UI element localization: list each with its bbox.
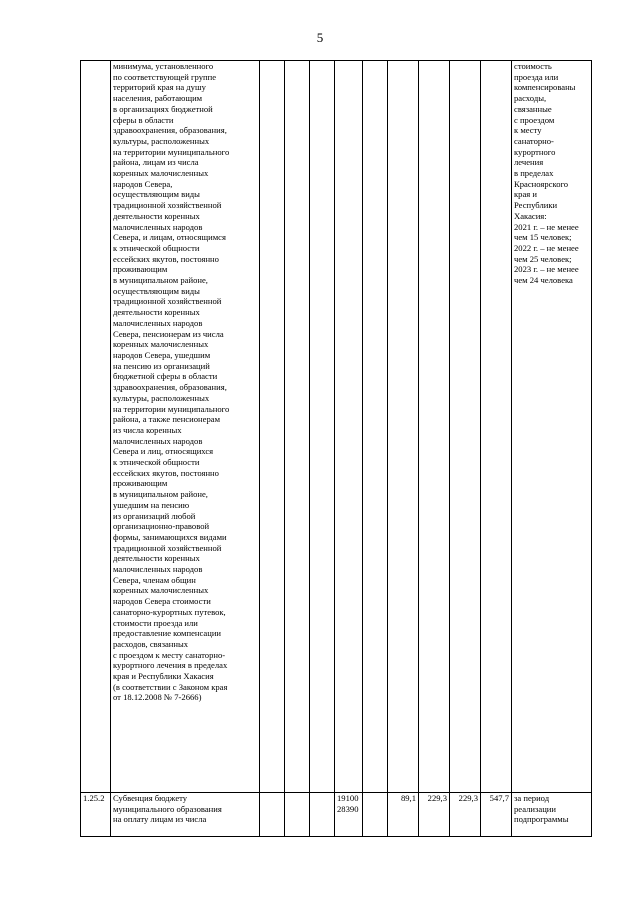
description-line: Севера, пенсионерам из числа xyxy=(113,328,224,339)
note-line: с проездом xyxy=(514,114,555,125)
description-line: ессейских якутов, постоянно xyxy=(113,253,219,264)
description-line: культуры, расположенных xyxy=(113,135,210,146)
description-line: деятельности коренных xyxy=(113,307,200,318)
description-line: деятельности коренных xyxy=(113,210,200,221)
description-line: организационно-правовой xyxy=(113,521,210,532)
cell-note xyxy=(512,61,592,793)
cell-empty xyxy=(285,61,310,793)
description-line: народов Севера стоимости xyxy=(113,596,211,607)
cell-description xyxy=(111,61,260,793)
cell-value xyxy=(388,61,419,793)
description-line: здравоохранения, образования, xyxy=(113,382,227,393)
description-line: коренных малочисленных xyxy=(113,168,209,179)
note-line: связанные xyxy=(514,103,552,114)
description-line: на территории муниципального xyxy=(113,146,230,157)
code-line: 28390 xyxy=(337,803,359,814)
description-line: в муниципальном районе, xyxy=(113,275,208,286)
description-line: осуществляющим виды xyxy=(113,285,200,296)
cell-value: 547,7 xyxy=(481,793,512,837)
description-line: на пенсию из организаций xyxy=(113,360,210,371)
cell-value xyxy=(419,61,450,793)
description-line: коренных малочисленных xyxy=(113,585,209,596)
description-line: Севера, членам общин xyxy=(113,574,196,585)
cell-value: 229,3 xyxy=(450,793,481,837)
cell-empty xyxy=(310,793,335,837)
note-line: чем 15 человек; xyxy=(514,232,572,243)
description-line: Субвенция бюджету xyxy=(113,793,188,803)
description-line: традиционной хозяйственной xyxy=(113,200,222,211)
note-line: чем 24 человека xyxy=(514,275,573,286)
description-line: бюджетной сферы в области xyxy=(113,371,218,382)
description-line: традиционной хозяйственной xyxy=(113,296,222,307)
cell-value: 229,3 xyxy=(419,793,450,837)
note-line: края и xyxy=(514,189,537,200)
note-line: 2021 г. – не менее xyxy=(514,221,579,232)
description-line: ессейских якутов, постоянно xyxy=(113,467,219,478)
description-line: в муниципальном районе, xyxy=(113,489,208,500)
code-line: 19100 xyxy=(337,793,359,803)
description-line: народов Севера, xyxy=(113,178,173,189)
cell-number xyxy=(81,61,111,793)
description-line: здравоохранения, образования, xyxy=(113,125,227,136)
description-line: из числа коренных xyxy=(113,424,182,435)
description-line: курортного лечения в пределах xyxy=(113,660,228,671)
note-line: лечения xyxy=(514,157,544,168)
description-line: Севера, и лицам, относящимся xyxy=(113,232,226,243)
description-line: малочисленных народов xyxy=(113,221,203,232)
description-line: традиционной хозяйственной xyxy=(113,542,222,553)
description-line: проживающим xyxy=(113,478,168,489)
description-line: стоимости проезда или xyxy=(113,617,198,628)
note-line: санаторно- xyxy=(514,135,554,146)
cell-value xyxy=(481,61,512,793)
description-line: от 18.12.2008 № 7-2666) xyxy=(113,692,202,703)
description-line: народов Севера, ушедшим xyxy=(113,349,211,360)
description-line: с проездом к месту санаторно- xyxy=(113,649,226,660)
description-line: к этнической общности xyxy=(113,242,200,253)
description-line: края и Республики Хакасия xyxy=(113,671,214,682)
description-line: осуществляющим виды xyxy=(113,189,200,200)
note-line: Красноярского xyxy=(514,178,569,189)
note-line: компенсированы xyxy=(514,82,576,93)
note-line: за период xyxy=(514,793,550,803)
description-line: территорий края на душу xyxy=(113,82,206,93)
note-line: Республики xyxy=(514,200,558,211)
description-line: санаторно-курортных путевок, xyxy=(113,606,226,617)
note-line: стоимость xyxy=(514,61,552,71)
description-line: проживающим xyxy=(113,264,168,275)
description-line: малочисленных народов xyxy=(113,317,203,328)
cell-value: 89,1 xyxy=(388,793,419,837)
description-line: малочисленных народов xyxy=(113,564,203,575)
description-line: Севера и лиц, относящихся xyxy=(113,446,214,457)
description-line: культуры, расположенных xyxy=(113,392,210,403)
description-line: деятельности коренных xyxy=(113,553,200,564)
description-line: расходов, связанных xyxy=(113,638,189,649)
description-line: формы, занимающихся видами xyxy=(113,531,227,542)
cell-empty xyxy=(363,793,388,837)
description-line: из организаций любой xyxy=(113,510,196,521)
note-line: 2022 г. – не менее xyxy=(514,242,579,253)
description-line: на территории муниципального xyxy=(113,403,230,414)
page-number: 5 xyxy=(316,30,324,45)
description-line: населения, работающим xyxy=(113,93,203,104)
program-table xyxy=(80,60,592,837)
note-line: в пределах xyxy=(514,168,554,179)
description-line: предоставление компенсации xyxy=(113,628,222,639)
description-line: района, лицам из числа xyxy=(113,157,199,168)
cell-code xyxy=(335,61,363,793)
note-line: расходы, xyxy=(514,93,547,104)
cell-empty xyxy=(285,793,310,837)
description-line: ушедшим на пенсию xyxy=(113,499,190,510)
description-line: минимума, установленного xyxy=(113,61,214,71)
note-line: курортного xyxy=(514,146,556,157)
note-line: подпрограммы xyxy=(514,814,569,825)
cell-description xyxy=(111,793,260,837)
note-line: реализации xyxy=(514,803,556,814)
cell-number: 1.25.2 xyxy=(81,793,111,837)
description-line: по соответствующей группе xyxy=(113,71,217,82)
cell-empty xyxy=(260,61,285,793)
table-row-1-25-2 xyxy=(81,793,592,837)
description-line: муниципального образования xyxy=(113,803,222,814)
cell-empty xyxy=(260,793,285,837)
description-line: в организациях бюджетной xyxy=(113,103,213,114)
cell-empty xyxy=(310,61,335,793)
note-line: проезда или xyxy=(514,71,559,82)
description-line: (в соответствии с Законом края xyxy=(113,681,228,692)
cell-note xyxy=(512,793,592,837)
note-line: к месту xyxy=(514,125,542,136)
note-line: 2023 г. – не менее xyxy=(514,264,579,275)
description-line: на оплату лицам из числа xyxy=(113,814,207,825)
cell-empty xyxy=(363,61,388,793)
description-line: сферы в области xyxy=(113,114,174,125)
cell-value xyxy=(450,61,481,793)
description-line: коренных малочисленных xyxy=(113,339,209,350)
description-line: малочисленных народов xyxy=(113,435,203,446)
note-line: чем 25 человек; xyxy=(514,253,572,264)
description-line: к этнической общности xyxy=(113,457,200,468)
description-line: района, а также пенсионерам xyxy=(113,414,221,425)
note-line: Хакасия: xyxy=(514,210,547,221)
cell-code xyxy=(335,793,363,837)
table-row-continued xyxy=(81,61,592,793)
